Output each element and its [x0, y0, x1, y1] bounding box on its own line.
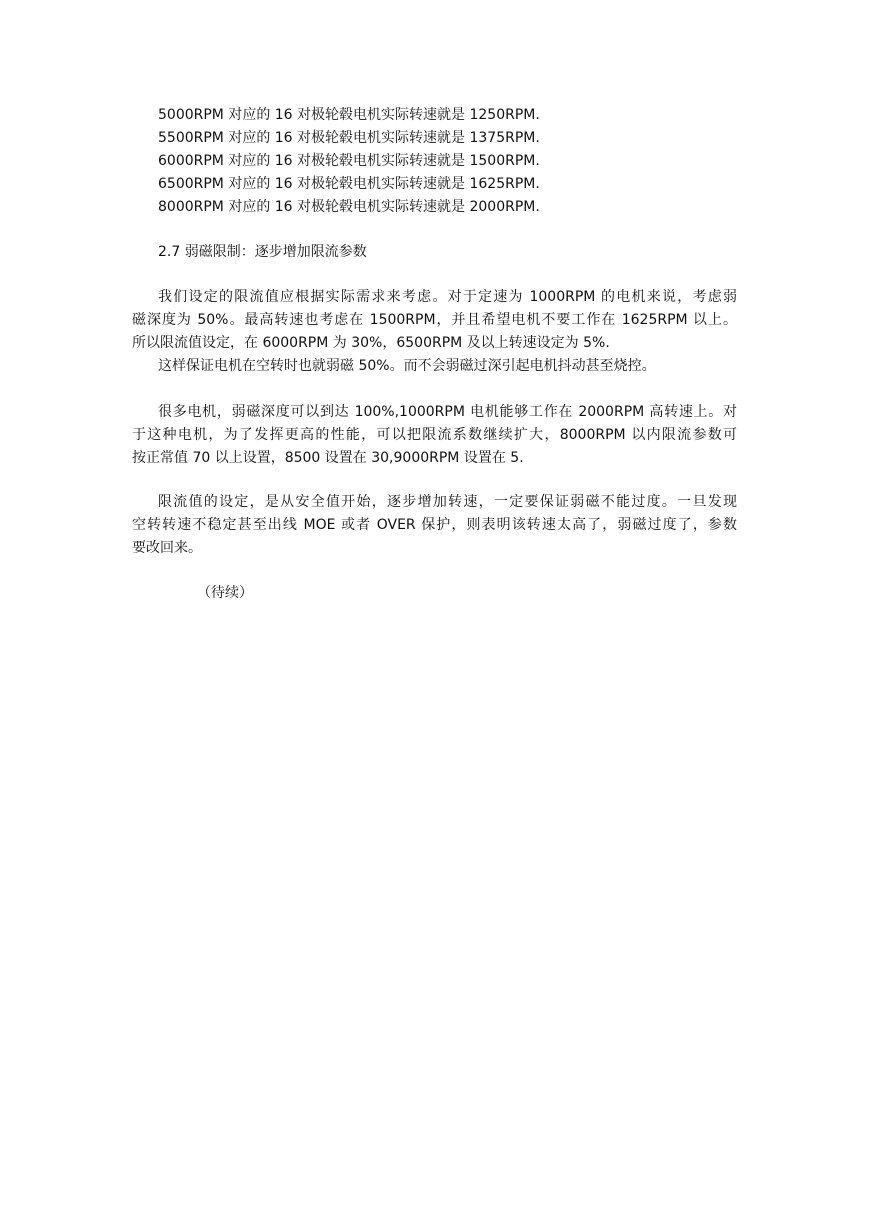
- paragraph-line: 所以限流值设定，在 6000RPM 为 30%，6500RPM 及以上转速设定为 5%.: [132, 335, 610, 351]
- to-be-continued: （待续）: [197, 585, 253, 601]
- section-heading: 2.7 弱磁限制：逐步增加限流参数: [158, 244, 367, 260]
- paragraph-line: 于这种电机，为了发挥更高的性能，可以把限流系数继续扩大，8000RPM 以内限流参数可: [132, 427, 737, 443]
- paragraph-line: 限流值的设定，是从安全值开始，逐步增加转速，一定要保证弱磁不能过度。一旦发现: [158, 494, 737, 510]
- speed-list-item: 6500RPM 对应的 16 对极轮毂电机实际转速就是 1625RPM.: [158, 176, 540, 192]
- paragraph-line: 空转转速不稳定甚至出线 MOE 或者 OVER 保护，则表明该转速太高了，弱磁过度了，参数: [132, 517, 737, 533]
- paragraph-line: 按正常值 70 以上设置，8500 设置在 30,9000RPM 设置在 5.: [132, 450, 524, 466]
- paragraph-line: 要改回来。: [132, 540, 202, 556]
- paragraph-line: 磁深度为 50%。最高转速也考虑在 1500RPM，并且希望电机不要工作在 1625RPM 以上。: [132, 312, 737, 328]
- paragraph-line: 这样保证电机在空转时也就弱磁 50%。而不会弱磁过深引起电机抖动甚至烧控。: [158, 358, 656, 374]
- paragraph-line: 很多电机，弱磁深度可以到达 100%,1000RPM 电机能够工作在 2000RPM 高转速上。对: [158, 404, 737, 420]
- speed-list-item: 8000RPM 对应的 16 对极轮毂电机实际转速就是 2000RPM.: [158, 199, 540, 215]
- paragraph-line: 我们设定的限流值应根据实际需求来考虑。对于定速为 1000RPM 的电机来说，考虑弱: [158, 289, 737, 305]
- speed-list-item: 5500RPM 对应的 16 对极轮毂电机实际转速就是 1375RPM.: [158, 130, 540, 146]
- speed-list-item: 5000RPM 对应的 16 对极轮毂电机实际转速就是 1250RPM.: [158, 107, 540, 123]
- speed-list-item: 6000RPM 对应的 16 对极轮毂电机实际转速就是 1500RPM.: [158, 153, 540, 169]
